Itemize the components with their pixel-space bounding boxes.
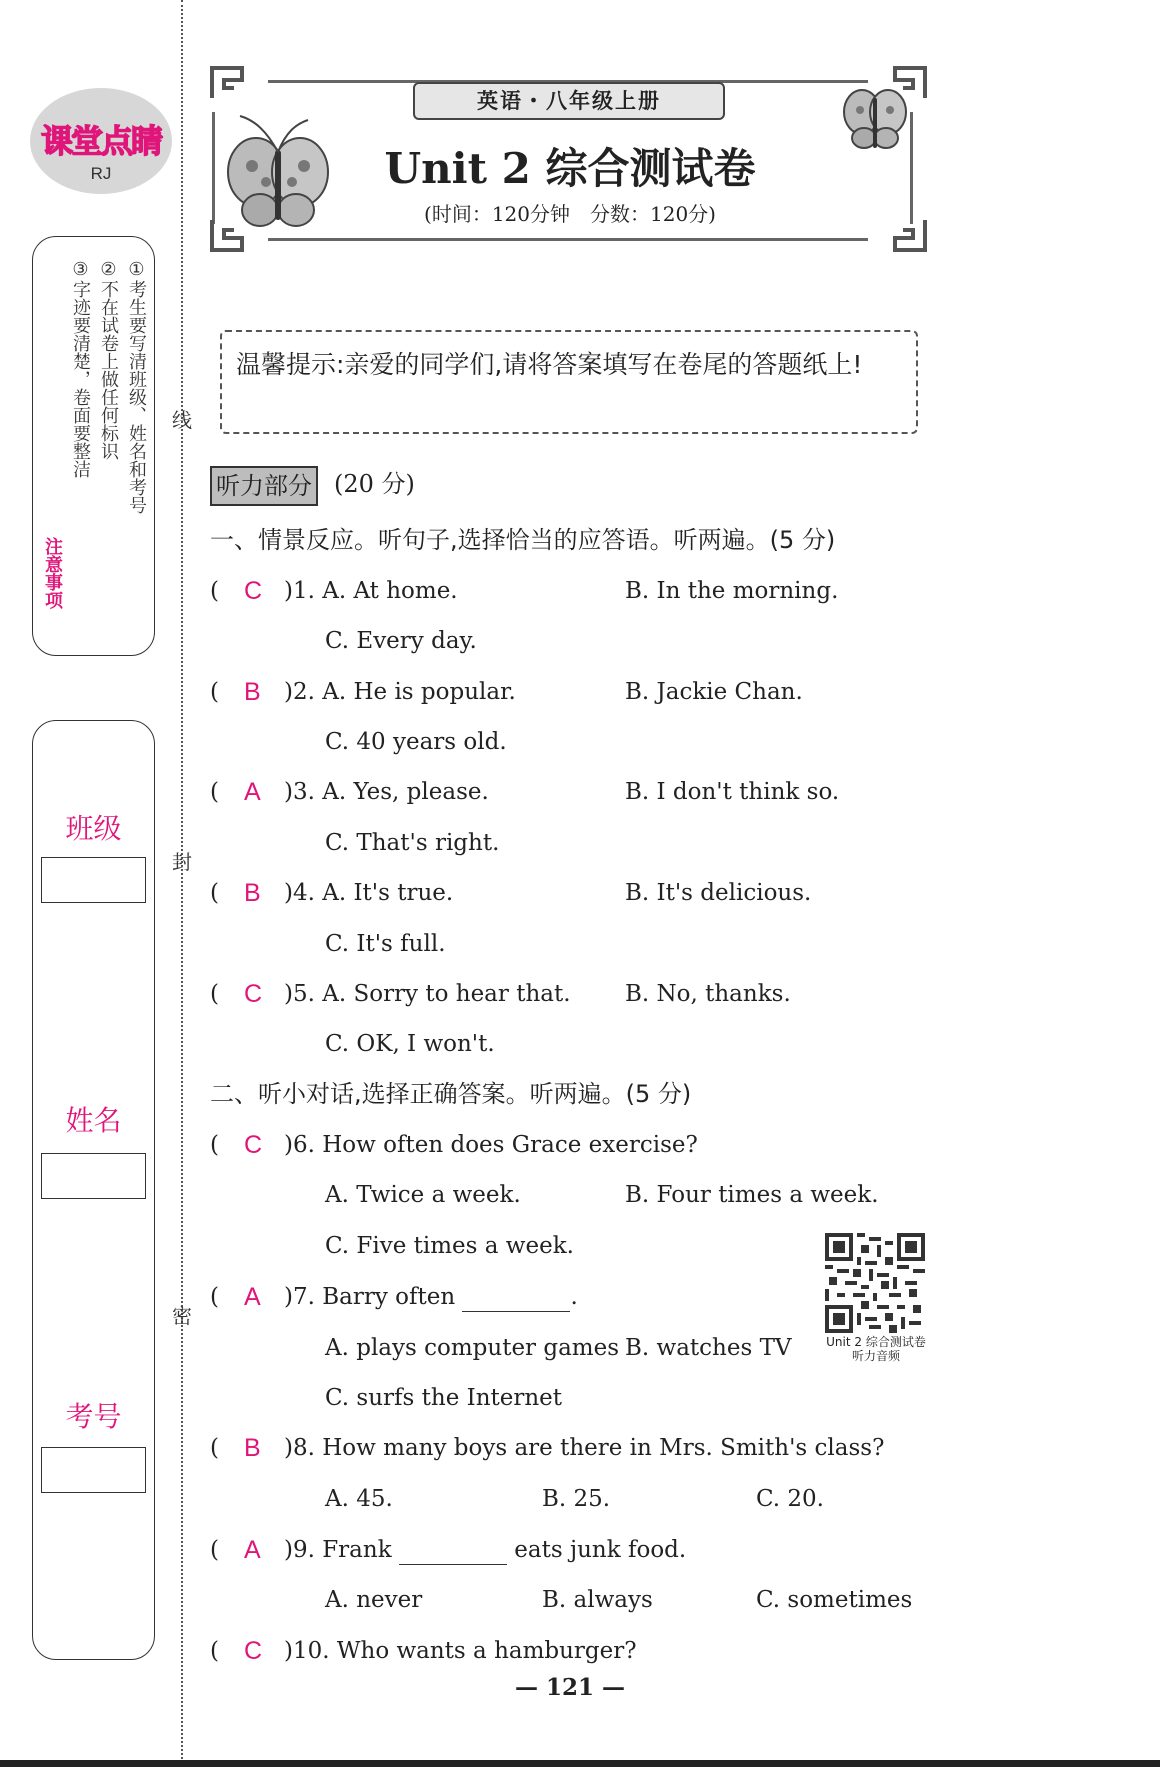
question-stem: )5. A. Sorry to hear that.: [284, 981, 571, 1007]
qr-caption-line2: 听力音频: [851, 1349, 900, 1363]
question-stem: )1. A. At home.: [284, 578, 458, 604]
qr-code-icon[interactable]: [824, 1233, 926, 1333]
question-stem: )4. A. It's true.: [284, 880, 454, 906]
part2-title: 二、听小对话,选择正确答案。听两遍。(5 分): [210, 1080, 692, 1108]
option-b: B. watches TV: [625, 1335, 792, 1361]
answer-mark: B: [244, 678, 261, 706]
header-right-rule: [910, 112, 913, 224]
answer-mark: B: [244, 1434, 261, 1462]
exam-number-label: 考号: [65, 1400, 122, 1433]
option-a: A. Twice a week.: [325, 1182, 521, 1208]
section-score: (20 分): [334, 470, 415, 498]
fold-mark-secret: 密: [172, 1304, 192, 1328]
page-number: — 121 —: [514, 1674, 626, 1701]
answer-paren: (: [210, 1435, 219, 1461]
answer-paren: (: [210, 1537, 219, 1563]
qr-caption: [812, 1335, 940, 1363]
option-c: C. It's full.: [325, 931, 446, 957]
option-c: C. Every day.: [325, 628, 477, 654]
question-stem-start: )9. Frank: [284, 1537, 392, 1563]
notice-title: 注意事项: [42, 537, 63, 609]
question-stem-end: .: [570, 1284, 578, 1310]
logo-text: 课堂点睛: [40, 122, 161, 160]
option-b: B. No, thanks.: [625, 981, 791, 1007]
name-field[interactable]: [41, 1153, 146, 1199]
bottom-bar: [0, 1760, 1160, 1767]
option-c: C. 20.: [756, 1486, 824, 1512]
brand-logo: [30, 88, 172, 194]
answer-paren: (: [210, 578, 219, 604]
answer-mark: C: [244, 1131, 263, 1159]
class-label: 班级: [65, 812, 122, 845]
option-b: B. In the morning.: [625, 578, 839, 604]
option-a: A. 45.: [325, 1486, 393, 1512]
answer-paren: (: [210, 779, 219, 805]
part1-title: 一、情景反应。听句子,选择恰当的应答语。听两遍。(5 分): [210, 526, 836, 554]
name-label: 姓名: [65, 1104, 122, 1137]
option-b: B. 25.: [542, 1486, 611, 1512]
question-stem: [284, 1282, 578, 1312]
answer-paren: (: [210, 880, 219, 906]
option-b: B. I don't think so.: [625, 779, 840, 805]
question-stem: [284, 1535, 686, 1565]
corner-ornament-tl: [210, 66, 244, 100]
book-tab: 英语・八年级上册: [413, 82, 725, 120]
logo-sub: RJ: [90, 164, 112, 183]
answer-paren: (: [210, 1132, 219, 1158]
notice-item-1: ①考生要写清班级、姓名和考号: [126, 259, 147, 514]
option-c: C. That's right.: [325, 830, 500, 856]
header-left-rule: [212, 112, 215, 224]
answer-mark: C: [244, 577, 263, 605]
student-info-panel: [32, 720, 155, 1660]
question-stem: )2. A. He is popular.: [284, 679, 516, 705]
option-c: C. sometimes: [756, 1587, 913, 1613]
answer-mark: C: [244, 1637, 263, 1665]
qr-caption-line1: Unit 2 综合测试卷: [826, 1335, 926, 1349]
answer-paren: (: [210, 1638, 219, 1664]
option-c: C. surfs the Internet: [325, 1385, 563, 1411]
corner-ornament-br: [893, 218, 927, 252]
fold-mark-line: 线: [172, 408, 192, 432]
answer-paren: (: [210, 1284, 219, 1310]
notice-panel: [32, 236, 155, 656]
option-b: B. Jackie Chan.: [625, 679, 803, 705]
option-b: B. Four times a week.: [625, 1182, 879, 1208]
answer-paren: (: [210, 679, 219, 705]
answer-paren: (: [210, 981, 219, 1007]
answer-mark: B: [244, 879, 261, 907]
answer-mark: A: [244, 1283, 261, 1311]
notice-item-3: ③字迹要清楚，卷面要整洁: [70, 259, 91, 478]
question-stem-start: )7. Barry often: [284, 1284, 456, 1310]
option-b: B. always: [542, 1587, 653, 1613]
butterfly-right-icon: [842, 80, 908, 158]
option-c: C. Five times a week.: [325, 1233, 574, 1259]
answer-mark: A: [244, 1536, 261, 1564]
question-stem-end: eats junk food.: [514, 1537, 687, 1563]
page-title: Unit 2 综合测试卷: [384, 144, 756, 193]
class-field[interactable]: [41, 857, 146, 903]
option-a: A. never: [325, 1587, 423, 1613]
fold-line: [181, 0, 183, 1767]
answer-mark: A: [244, 778, 261, 806]
notice-item-2: ②不在试卷上做任何标识: [98, 259, 119, 460]
question-stem: )3. A. Yes, please.: [284, 779, 489, 805]
exam-number-field[interactable]: [41, 1447, 146, 1493]
option-c: C. 40 years old.: [325, 729, 507, 755]
answer-blank[interactable]: [462, 1289, 570, 1312]
tip-box: [220, 330, 918, 434]
tip-text: 温馨提示:亲爱的同学们,请将答案填写在卷尾的答题纸上!: [236, 350, 863, 379]
option-b: B. It's delicious.: [625, 880, 812, 906]
fold-mark-seal: 封: [172, 850, 192, 874]
question-stem: )8. How many boys are there in Mrs. Smith's class?: [284, 1435, 885, 1461]
answer-mark: C: [244, 980, 263, 1008]
question-stem: )10. Who wants a hamburger?: [284, 1638, 637, 1664]
option-c: C. OK, I won't.: [325, 1031, 495, 1057]
question-stem: )6. How often does Grace exercise?: [284, 1132, 698, 1158]
header-bottom-rule: [268, 238, 868, 241]
option-a: A. plays computer games: [325, 1335, 620, 1361]
section-tag: 听力部分: [210, 466, 318, 506]
exam-meta: (时间：120分钟 分数：120分): [424, 202, 716, 226]
answer-blank[interactable]: [399, 1542, 507, 1565]
